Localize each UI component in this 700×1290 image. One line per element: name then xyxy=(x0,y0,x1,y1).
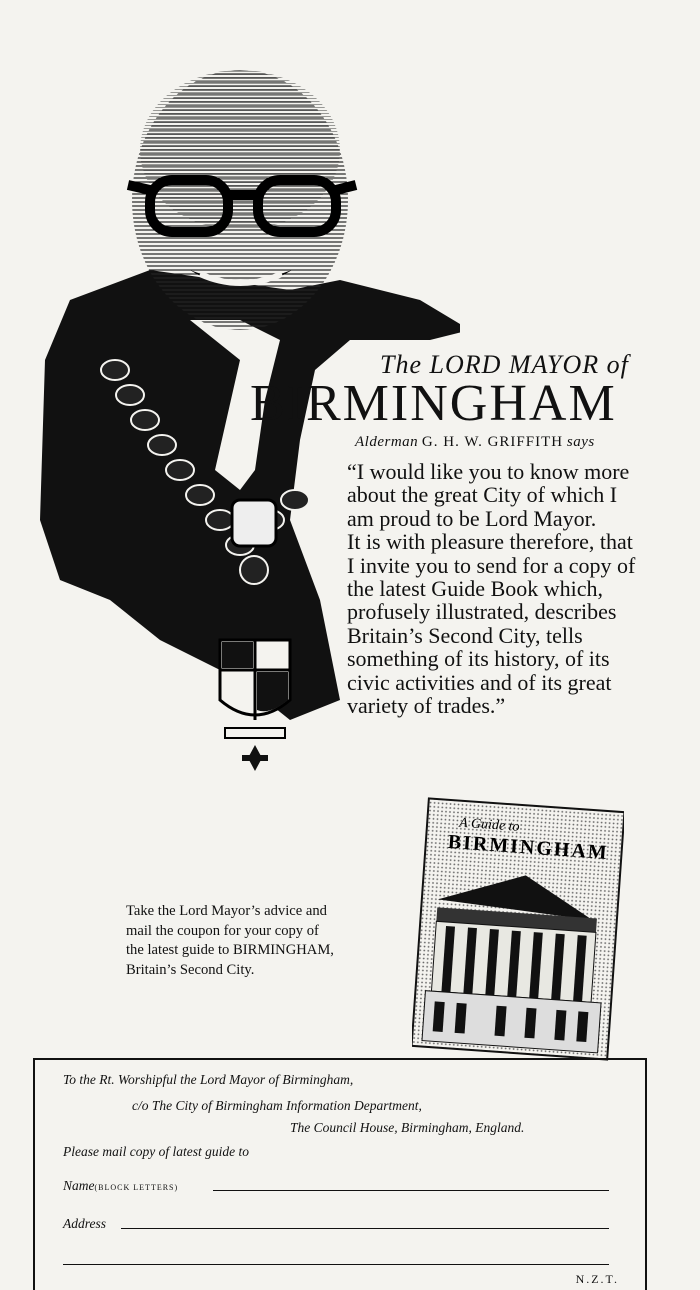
byline-prefix: Alderman xyxy=(355,434,419,450)
name-field-line[interactable] xyxy=(213,1190,609,1191)
address-label: Address xyxy=(63,1216,106,1231)
address-field-line-1[interactable] xyxy=(121,1228,609,1229)
kicker-text: The LORD MAYOR of xyxy=(380,350,629,379)
byline-suffix: says xyxy=(566,434,595,450)
name-hint: (BLOCK LETTERS) xyxy=(94,1183,179,1192)
quote-block xyxy=(347,460,639,717)
coupon-line-2: c/o The City of Birmingham Information Department, xyxy=(132,1098,422,1113)
call-to-action-text: Take the Lord Mayor’s advice and mail the coupon for your copy of the latest guide to BIRMINGHAM, Britain’s Second City. xyxy=(126,903,334,978)
booklet-title-line1: A Guide to xyxy=(458,815,521,835)
booklet-title-line2: BIRMINGHAM xyxy=(447,830,610,865)
byline-name: G. H. W. GRIFFITH xyxy=(421,434,564,450)
coupon-line-4: Please mail copy of latest guide to xyxy=(63,1144,249,1159)
quote-paragraph-1: “I would like you to know more about the great City of which I am proud to be Lord Mayor. xyxy=(347,459,630,531)
name-label xyxy=(63,1178,178,1194)
coupon-code: N.Z.T. xyxy=(575,1272,619,1286)
address-field-line-2[interactable] xyxy=(63,1264,609,1265)
coupon-line-1: To the Rt. Worshipful the Lord Mayor of Birmingham, xyxy=(63,1072,354,1087)
page-title: BIRMINGHAM xyxy=(250,375,617,432)
byline xyxy=(355,434,595,451)
coupon-line-3: The Council House, Birmingham, England. xyxy=(290,1120,525,1135)
name-label-text: Name xyxy=(63,1178,95,1193)
guide-booklet-image xyxy=(412,795,624,1063)
quote-paragraph-2: It is with pleasure therefore, that I invite you to send for a copy of the latest Guide Book which, profusely illustrated, describes Britain’s Second City, tells something of its history, of its civic activities and of its great variety of trades.” xyxy=(347,529,636,719)
mail-coupon xyxy=(33,1058,647,1290)
